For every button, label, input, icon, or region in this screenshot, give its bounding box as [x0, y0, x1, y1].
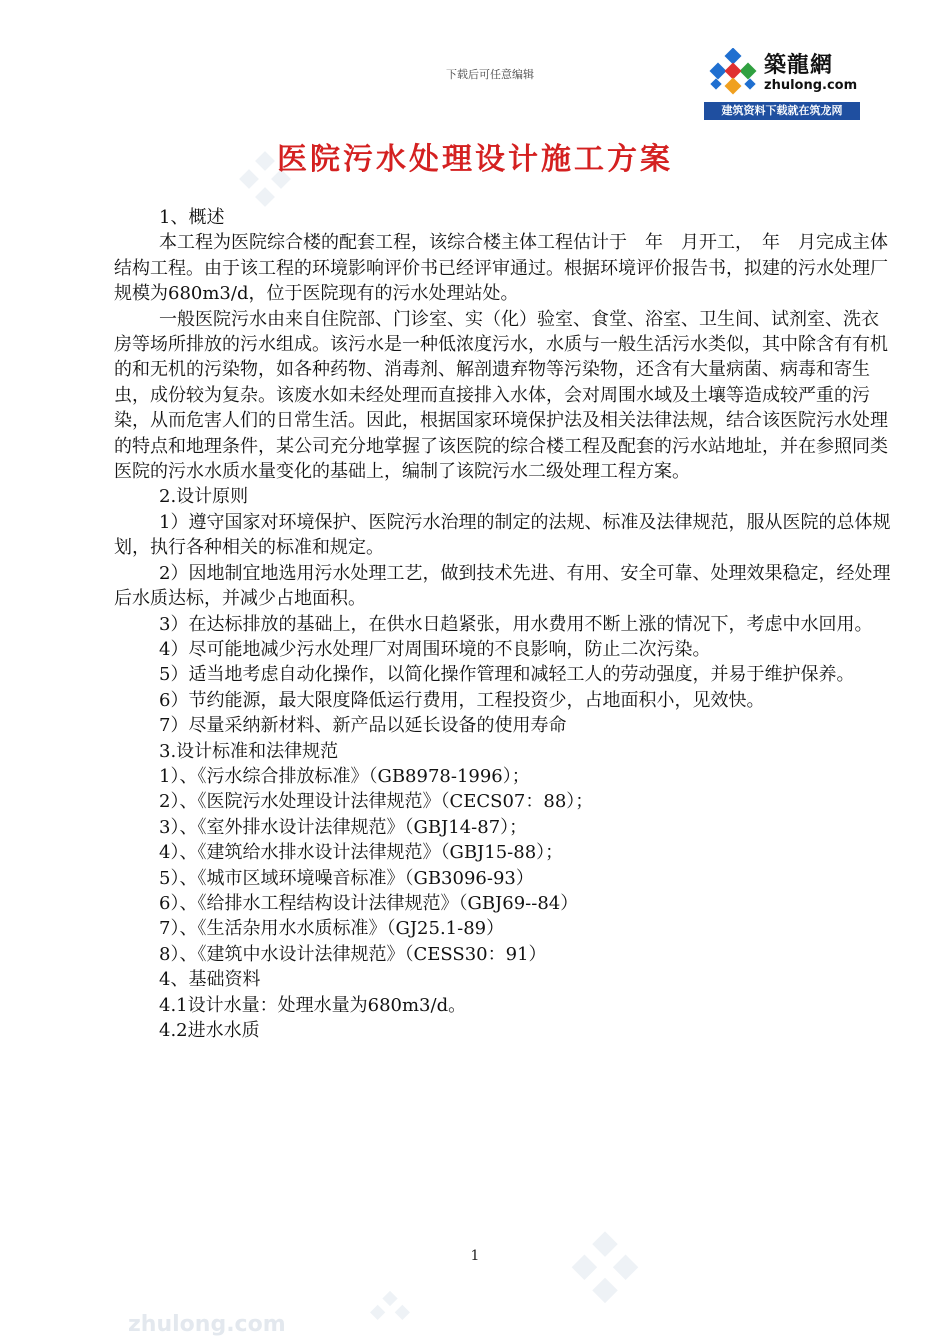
paragraph: 4.1设计水量：处理水量为680m3/d。 — [159, 994, 467, 1016]
zhulong-diamond-icon — [706, 48, 760, 102]
paragraph: 6）、《给排水工程结构设计法律规范》（GBJ69--84） — [159, 892, 579, 914]
paragraph: 3.设计标准和法律规范 — [159, 740, 339, 762]
paragraph: 4）、《建筑给水排水设计法律规范》（GBJ15-88）； — [159, 842, 564, 864]
logo-slogan: 建筑资料下载就在筑龙网 — [704, 102, 860, 120]
watermark-diamond-icon — [560, 1230, 650, 1320]
paragraph: 5）、《城市区域环境噪音标准》（GB3096-93） — [159, 867, 534, 889]
paragraph: 4）尽可能地减少污水处理厂对周围环境的不良影响，防止二次污染。 — [159, 638, 711, 660]
paragraph: 8）、《建筑中水设计法律规范》（CESS30：91） — [159, 943, 547, 965]
paragraph: 7）尽量采纳新材料、新产品以延长设备的使用寿命 — [159, 715, 567, 737]
watermark-text: zhulong.com — [128, 1312, 286, 1337]
paragraph: 2.设计原则 — [159, 486, 249, 508]
paragraph: 3）在达标排放的基础上，在供水日趋紧张，用水费用不断上涨的情况下，考虑中水回用。 — [159, 613, 873, 635]
logo-domain: zhulong.com — [764, 78, 858, 93]
header-note: 下载后可任意编辑 — [446, 68, 534, 81]
paragraph: 1、概述 — [159, 207, 225, 228]
paragraph: 4.2进水水质 — [159, 1020, 260, 1041]
paragraph: 4、基础资料 — [159, 969, 261, 991]
page-number: 1 — [470, 1248, 480, 1264]
paragraph: 7）、《生活杂用水水质标准》（GJ25.1-89） — [159, 918, 505, 940]
paragraph: 3）、《室外排水设计法律规范》（GBJ14-87）； — [159, 816, 528, 838]
paragraph: 1）遵守国家对环境保护、医院污水治理的制定的法规、标准及法律规范，服从医院的总体规划，执行各种相关的标准和规定。 — [114, 511, 891, 559]
document-title: 医院污水处理设计施工方案 — [277, 142, 673, 177]
paragraph: 6）节约能源，最大限度降低运行费用，工程投资少，占地面积小，见效快。 — [159, 689, 765, 711]
paragraph: 本工程为医院综合楼的配套工程，该综合楼主体工程估计于 年 月开工， 年 月完成主体结构工程。由于该工程的环境影响评价书已经评审通过。根据环境评价报告书，拟建的污水处理厂规模为680m3/d，位于医院现有的污水处理站处。 — [114, 232, 888, 305]
document-body — [114, 205, 894, 1043]
zhulong-logo[interactable] — [704, 44, 860, 120]
paragraph: 2）因地制宜地选用污水处理工艺，做到技术先进、有用、安全可靠、处理效果稳定，经处理后水质达标，并减少占地面积。 — [114, 562, 891, 610]
paragraph: 5）适当地考虑自动化操作，以简化操作管理和减轻工人的劳动强度，并易于维护保养。 — [159, 664, 855, 686]
watermark-diamond-icon — [360, 1290, 420, 1344]
logo-brand: 築龍網 — [764, 53, 834, 78]
paragraph: 2）、《医院污水处理设计法律规范》（CECS07：88）； — [159, 791, 594, 813]
paragraph: 1）、《污水综合排放标准》（GB8978-1996）； — [159, 765, 530, 787]
paragraph: 一般医院污水由来自住院部、门诊室、实（化）验室、食堂、浴室、卫生间、试剂室、洗衣房等场所排放的污水组成。该污水是一种低浓度污水，水质与一般生活污水类似，其中除含有有机的和无机的污染物，如各种药物、消毒剂、解剖遗弃物等污染物，还含有大量病菌、病毒和寄生虫，成份较为复杂。该废水如未经处理而直接排入水体，会对周围水域及土壤等造成较严重的污染，从而危害人们的日常生活。因此，根据国家环境保护法及相关法律法规，结合该医院污水处理的特点和地理条件，某公司充分地掌握了该医院的综合楼工程及配套的污水站地址，并在参照同类医院的污水水质水量变化的基础上，编制了该院污水二级处理工程方案。 — [114, 308, 888, 483]
